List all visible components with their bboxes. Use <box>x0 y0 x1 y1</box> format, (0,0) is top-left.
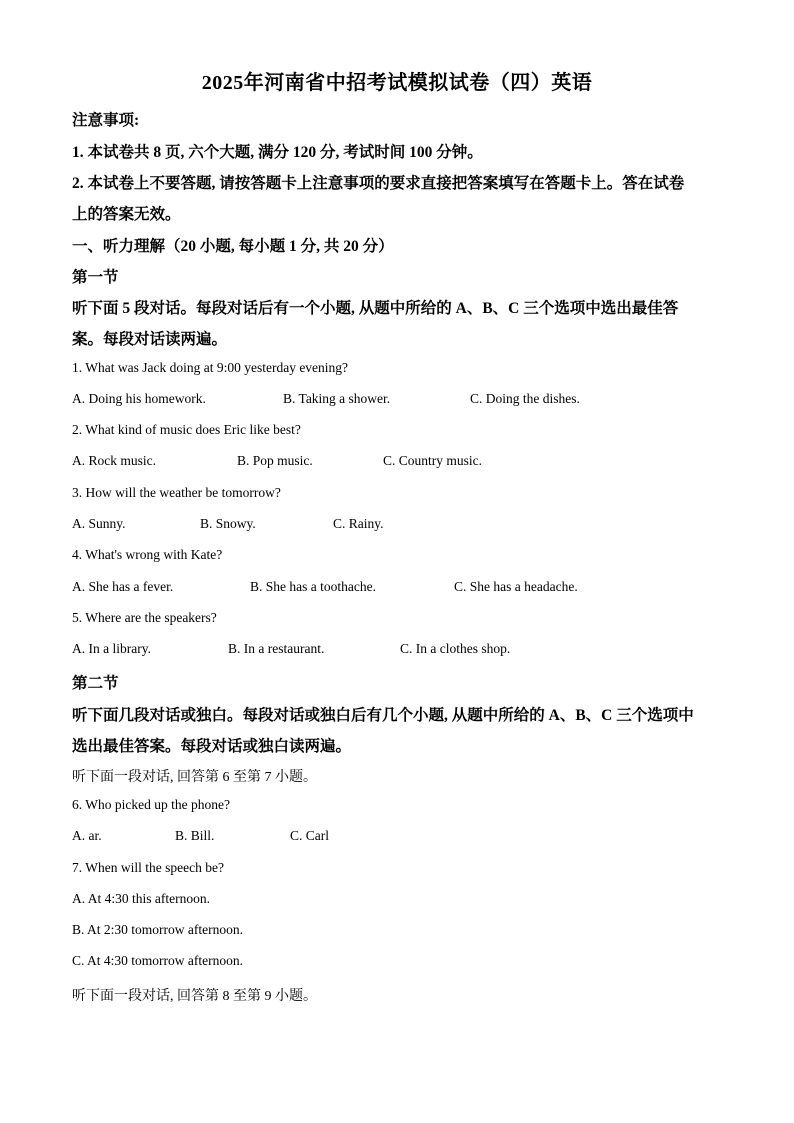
question-7-option-a: A. At 4:30 this afternoon. <box>72 891 210 906</box>
question-7: 7. When will the speech be? <box>72 860 224 875</box>
question-4-option-b: B. She has a toothache. <box>250 579 376 594</box>
notice-heading: 注意事项: <box>72 112 140 129</box>
question-2-option-b: B. Pop music. <box>237 453 313 468</box>
section1-instruction-line-1: 听下面 5 段对话。每段对话后有一个小题, 从题中所给的 A、B、C 三个选项中选出最佳答 <box>72 300 679 317</box>
section2-heading: 第二节 <box>72 675 119 692</box>
question-1-option-b: B. Taking a shower. <box>283 391 391 406</box>
group-1-intro: 听下面一段对话, 回答第 6 至第 7 小题。 <box>72 770 317 785</box>
question-4-option-a: A. She has a fever. <box>72 579 174 594</box>
section1-instruction-line-2: 案。每段对话读两遍。 <box>72 331 228 348</box>
question-6-option-a: A. ar. <box>72 828 102 843</box>
question-2-option-c: C. Country music. <box>383 453 483 468</box>
question-6-option-c: C. Carl <box>290 828 329 843</box>
notice-item-1: 1. 本试卷共 8 页, 六个大题, 满分 120 分, 考试时间 100 分钟。 <box>72 144 483 161</box>
question-5-option-b: B. In a restaurant. <box>228 641 325 656</box>
question-3-option-b: B. Snowy. <box>200 516 256 531</box>
question-4-option-c: C. She has a headache. <box>454 579 578 594</box>
section2-instruction-line-1: 听下面几段对话或独白。每段对话或独白后有几个小题, 从题中所给的 A、B、C 三个选项中 <box>72 707 694 724</box>
question-6: 6. Who picked up the phone? <box>72 797 230 812</box>
section1-heading: 第一节 <box>72 269 119 286</box>
question-5-option-c: C. In a clothes shop. <box>400 641 511 656</box>
question-2: 2. What kind of music does Eric like best? <box>72 422 301 437</box>
question-5: 5. Where are the speakers? <box>72 610 217 625</box>
question-7-option-b: B. At 2:30 tomorrow afternoon. <box>72 922 243 937</box>
part1-heading: 一、听力理解（20 小题, 每小题 1 分, 共 20 分） <box>72 238 394 255</box>
question-3: 3. How will the weather be tomorrow? <box>72 485 281 500</box>
question-5-option-a: A. In a library. <box>72 641 151 656</box>
question-1-option-c: C. Doing the dishes. <box>470 391 580 406</box>
question-6-option-b: B. Bill. <box>175 828 215 843</box>
question-1: 1. What was Jack doing at 9:00 yesterday evening? <box>72 360 349 375</box>
question-7-option-c: C. At 4:30 tomorrow afternoon. <box>72 953 243 968</box>
page-title: 2025年河南省中招考试模拟试卷（四）英语 <box>201 72 593 94</box>
section2-instruction-line-2: 选出最佳答案。每段对话或独白读两遍。 <box>72 738 352 755</box>
question-4: 4. What's wrong with Kate? <box>72 547 223 562</box>
notice-item-2-line-2: 上的答案无效。 <box>72 206 181 223</box>
group-2-intro: 听下面一段对话, 回答第 8 至第 9 小题。 <box>72 989 317 1004</box>
question-3-option-a: A. Sunny. <box>72 516 126 531</box>
question-1-option-a: A. Doing his homework. <box>72 391 206 406</box>
question-3-option-c: C. Rainy. <box>333 516 384 531</box>
notice-item-2-line-1: 2. 本试卷上不要答题, 请按答题卡上注意事项的要求直接把答案填写在答题卡上。答在试卷 <box>72 175 685 192</box>
question-2-option-a: A. Rock music. <box>72 453 156 468</box>
